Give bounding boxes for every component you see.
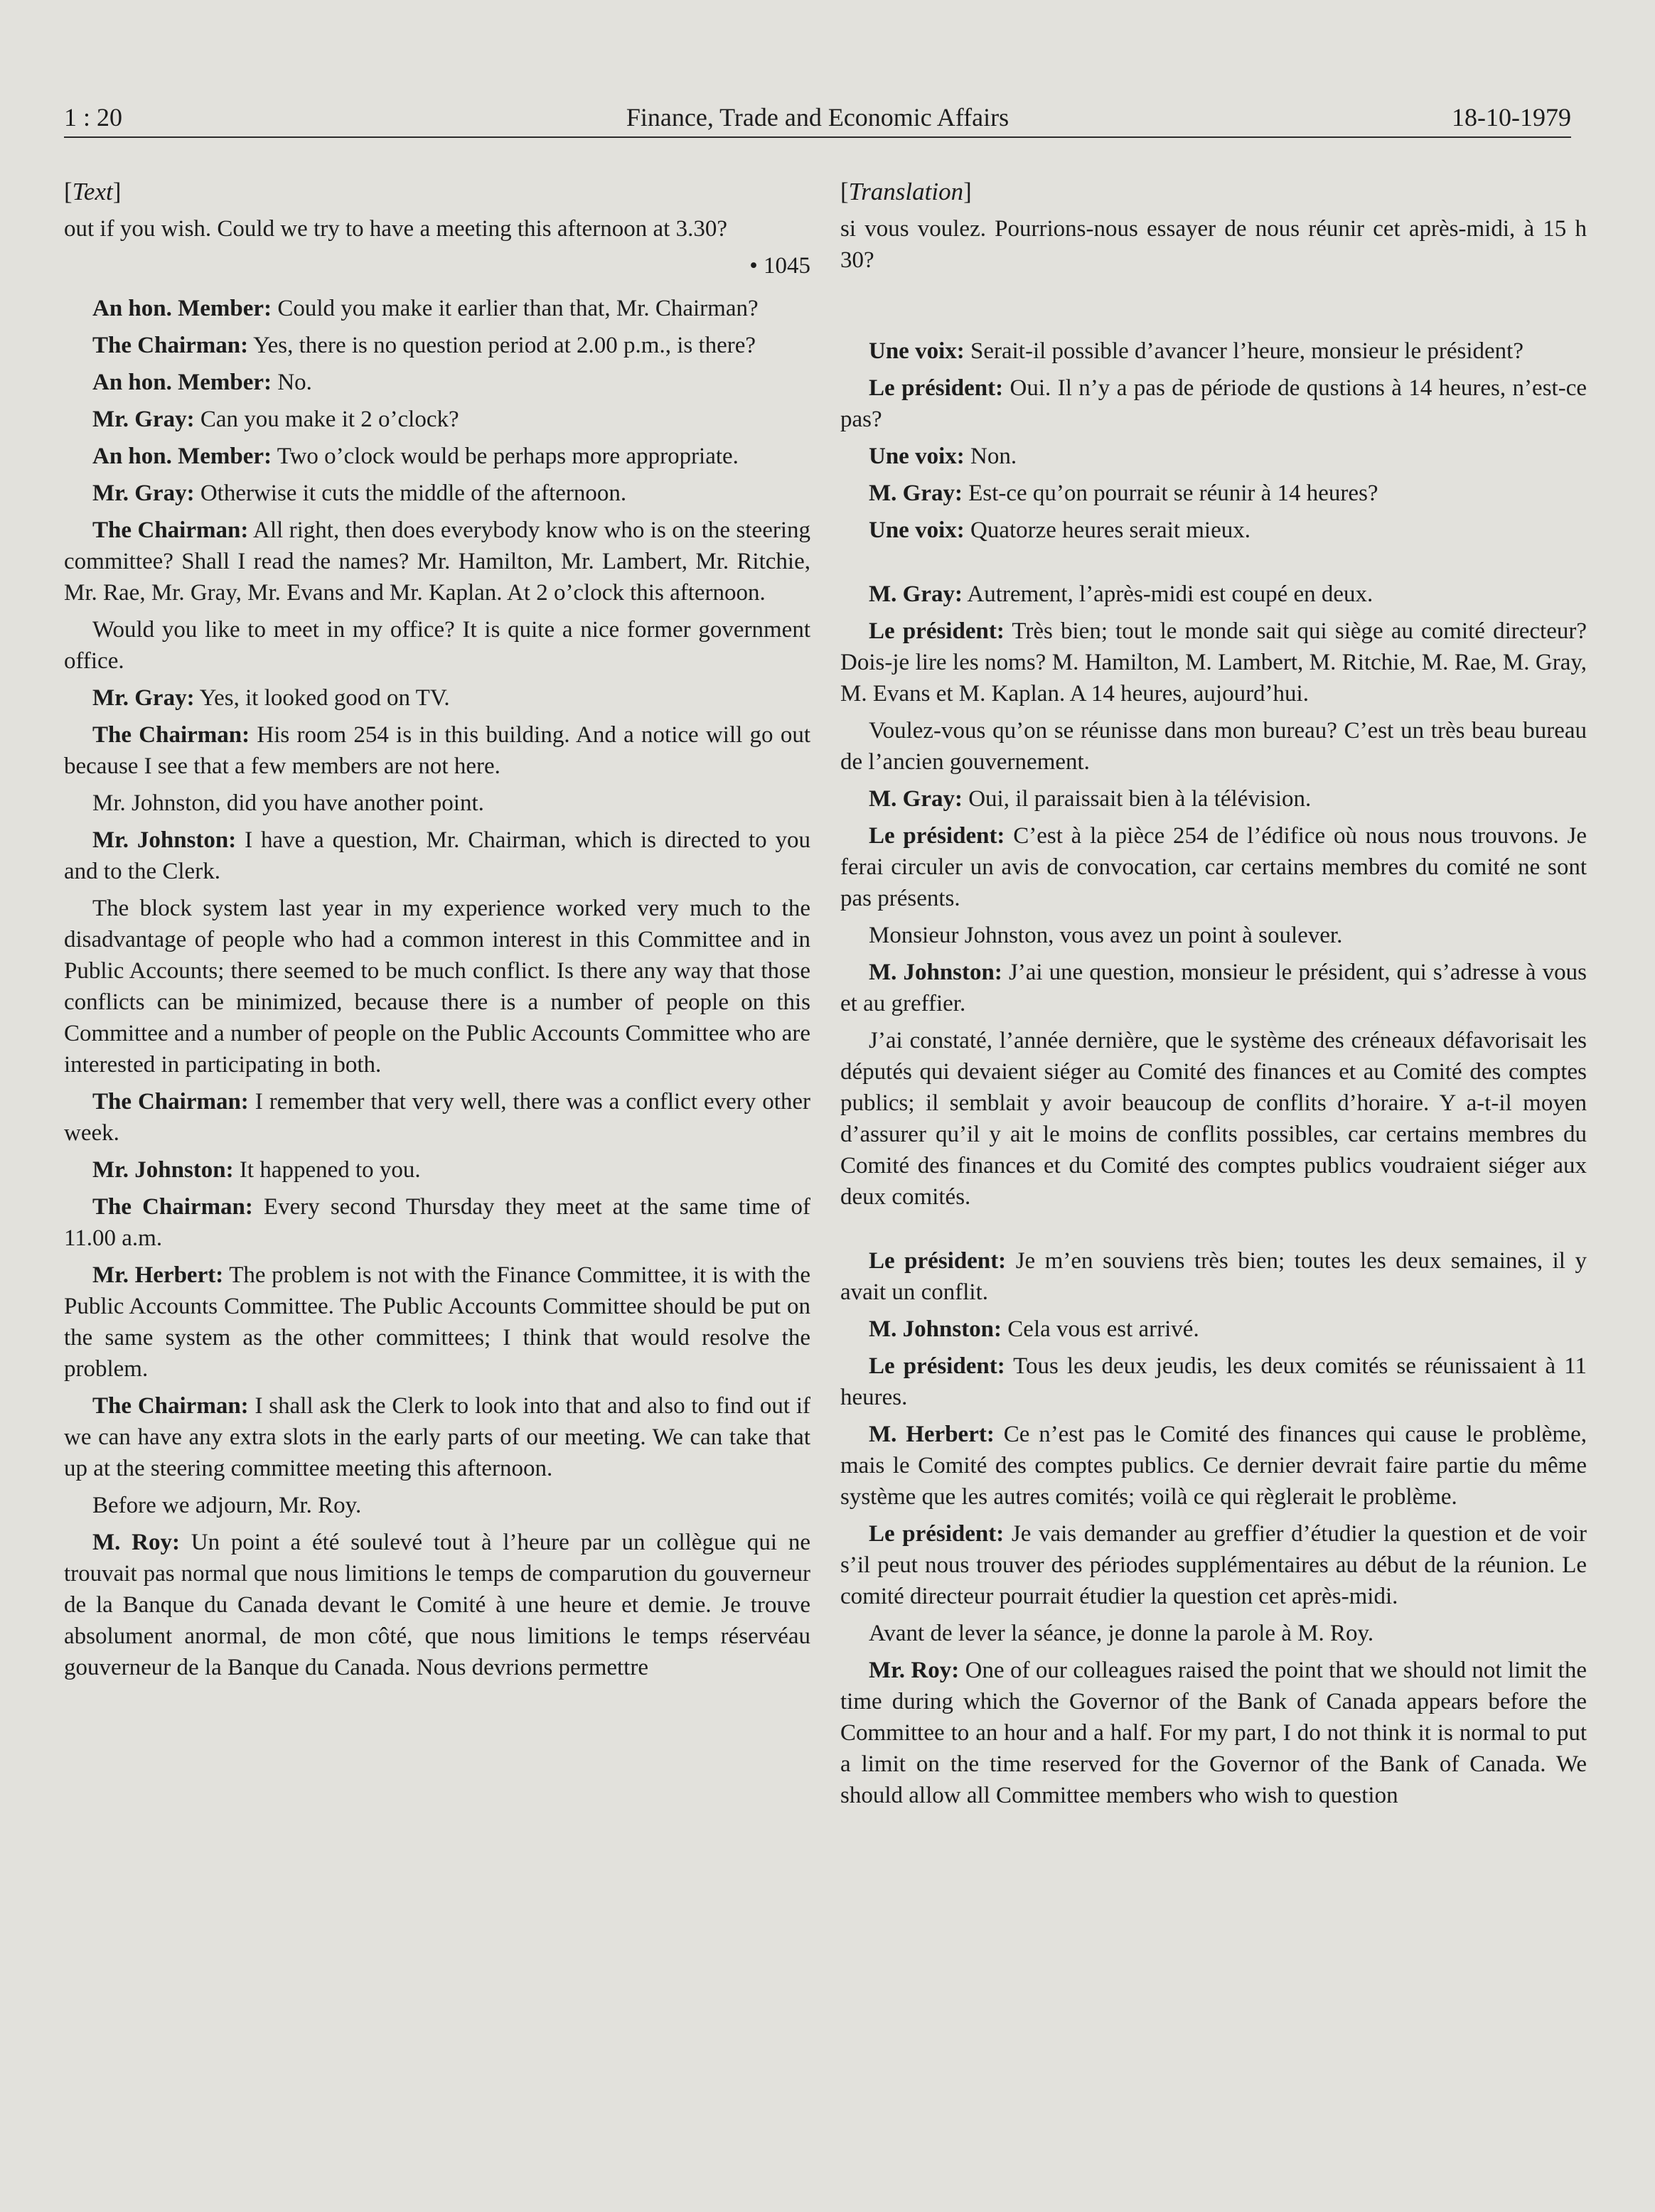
speaker: The Chairman: xyxy=(92,333,249,358)
speaker: Mr. Gray: xyxy=(92,685,195,711)
speech: Le président: Très bien; tout le monde sait qui siège au comité directeur? Dois-je lire les noms? M. Hamilton, M. Lambert, M. Ritchie, M. Rae, M. Gray, M. Evans et M. Kaplan. A 14 heures, aujourd’hui. xyxy=(840,618,1587,707)
speech: The Chairman: His room 254 is in this building. And a notice will go out because I see that a few members are not here. xyxy=(64,722,810,779)
speaker: M. Herbert: xyxy=(869,1422,995,1447)
paragraph: out if you wish. Could we try to have a meeting this afternoon at 3.30? xyxy=(64,216,727,242)
speech: An hon. Member: Could you make it earlier than that, Mr. Chairman? xyxy=(92,296,759,321)
paragraph: Mr. Johnston, did you have another point. xyxy=(92,790,484,816)
speech: Le président: Oui. Il n’y a pas de période de qustions à 14 heures, n’est-ce pas? xyxy=(840,375,1587,432)
paragraph: J’ai constaté, l’année dernière, que le système des créneaux défavorisait les députés qui devaient siéger au Comité des finances et au Comité des comptes publics; il semblait y avoir beaucoup de conflits d’horaire. Y a-t-il moyen d’assurer qu’il y ait le moins de conflits possibles, car certains membres du Comité des finances et du Comité des comptes publics voudraient siéger aux deux comités. xyxy=(840,1028,1587,1210)
speaker: Mr. Roy: xyxy=(869,1658,960,1683)
speaker: M. Gray: xyxy=(869,480,963,506)
speaker: Mr. Gray: xyxy=(92,480,195,506)
speaker: M. Roy: xyxy=(92,1530,181,1555)
paragraph: Would you like to meet in my office? It is quite a nice former government office. xyxy=(64,617,810,674)
speaker: Le président: xyxy=(869,1353,1005,1379)
speaker: Le président: xyxy=(869,823,1005,849)
speech: The Chairman: Yes, there is no question period at 2.00 p.m., is there? xyxy=(92,333,756,358)
left-column xyxy=(64,176,810,1689)
paragraph: Avant de lever la séance, je donne la parole à M. Roy. xyxy=(869,1621,1374,1646)
timestamp: • 1045 xyxy=(749,253,810,279)
running-title: Finance, Trade and Economic Affairs xyxy=(626,103,1009,131)
speaker: Mr. Johnston: xyxy=(92,1157,234,1183)
speech: M. Johnston: J’ai une question, monsieur le président, qui s’adresse à vous et au greffier. xyxy=(840,960,1587,1016)
paragraph: Before we adjourn, Mr. Roy. xyxy=(92,1493,362,1518)
speaker: The Chairman: xyxy=(92,722,250,748)
speech: Le président: Je m’en souviens très bien; toutes les deux semaines, il y avait un conflit. xyxy=(840,1248,1587,1305)
speaker: M. Johnston: xyxy=(869,1316,1002,1342)
speaker: The Chairman: xyxy=(92,1393,249,1419)
speech: Le président: C’est à la pièce 254 de l’édifice où nous nous trouvons. Je ferai circuler un avis de convocation, car certains membres du comité ne sont pas présents. xyxy=(840,823,1587,911)
speech: An hon. Member: Two o’clock would be perhaps more appropriate. xyxy=(92,444,739,469)
speaker: The Chairman: xyxy=(92,1089,249,1115)
speaker: The Chairman: xyxy=(92,1194,253,1220)
speech: M. Gray: Est-ce qu’on pourrait se réunir à 14 heures? xyxy=(869,480,1378,506)
speaker: An hon. Member: xyxy=(92,296,272,321)
speech: M. Gray: Autrement, l’après-midi est coupé en deux. xyxy=(869,581,1373,607)
speech: An hon. Member: No. xyxy=(92,370,312,395)
spacer xyxy=(840,318,1587,335)
speech: M. Gray: Oui, il paraissait bien à la télévision. xyxy=(869,786,1312,812)
speech: Mr. Herbert: The problem is not with the Finance Committee, it is with the Public Accounts Committee. The Public Accounts Committee should be put on the same system as the other committees; I think that would resolve the problem. xyxy=(64,1262,810,1382)
paragraph: The block system last year in my experience worked very much to the disadvantage of people who had a common interest in this Committee and in Public Accounts; there seemed to be much conflict. Is there any way that those conflicts can be minimized, because there is a number of people on this Committee and a number of people on the Public Accounts Committee who are interested in participating in both. xyxy=(64,896,810,1078)
speech: Une voix: Quatorze heures serait mieux. xyxy=(869,517,1251,543)
speaker: M. Johnston: xyxy=(869,960,1002,985)
speech: Mr. Johnston: I have a question, Mr. Chairman, which is directed to you and to the Clerk. xyxy=(64,827,810,884)
speech: M. Roy: Un point a été soulevé tout à l’heure par un collègue qui ne trouvait pas normal que nous limitions le temps de comparution du gouverneur de la Banque du Canada devant le Comité à une heure et demie. Je trouve absolument anormal, de mon côté, que nous limitions le temps réservéau gouverneur de la Banque du Canada. Nous devrions permettre xyxy=(64,1530,810,1680)
speech: M. Johnston: Cela vous est arrivé. xyxy=(869,1316,1199,1342)
speaker: M. Gray: xyxy=(869,786,963,812)
speaker: Le président: xyxy=(869,1521,1005,1547)
speaker: Mr. Gray: xyxy=(92,407,195,432)
speech: Une voix: Serait-il possible d’avancer l’heure, monsieur le président? xyxy=(869,338,1523,364)
paragraph: Voulez-vous qu’on se réunisse dans mon bureau? C’est un très beau bureau de l’ancien gouvernement. xyxy=(840,718,1587,775)
column-tag: [Text] xyxy=(64,178,122,205)
speaker: Une voix: xyxy=(869,444,965,469)
speech: Mr. Roy: One of our colleagues raised the point that we should not limit the time during which the Governor of the Bank of Canada appears before the Committee to an hour and a half. For my part, I do not think it is normal to put a limit on the time reserved for the Governor of the Bank of Canada. We should allow all Committee members who wish to question xyxy=(840,1658,1587,1808)
page-number: 1 : 20 xyxy=(64,103,123,131)
speech: Mr. Gray: Can you make it 2 o’clock? xyxy=(92,407,459,432)
speech: Une voix: Non. xyxy=(869,444,1017,469)
speech: Le président: Tous les deux jeudis, les deux comités se réunissaient à 11 heures. xyxy=(840,1353,1587,1410)
paragraph: Monsieur Johnston, vous avez un point à soulever. xyxy=(869,923,1343,948)
speaker: The Chairman: xyxy=(92,517,249,543)
speaker: An hon. Member: xyxy=(92,444,272,469)
speech: M. Herbert: Ce n’est pas le Comité des finances qui cause le problème, mais le Comité des comptes publics. Ce dernier devrait faire partie du même système que les autres comités; voilà ce qui règlerait le problème. xyxy=(840,1422,1587,1510)
speaker: Mr. Herbert: xyxy=(92,1262,224,1288)
header-date: 18-10-1979 xyxy=(1452,103,1571,131)
speaker: Le président: xyxy=(869,618,1005,644)
speech: The Chairman: I shall ask the Clerk to look into that and also to find out if we can have any extra slots in the early parts of our meeting. We can take that up at the steering committee meeting this afternoon. xyxy=(64,1393,810,1481)
speaker: Une voix: xyxy=(869,517,965,543)
speech: The Chairman: All right, then does everybody know who is on the steering committee? Shall I read the names? Mr. Hamilton, Mr. Lambert, Mr. Ritchie, Mr. Rae, Mr. Gray, Mr. Evans and Mr. Kaplan. At 2 o’clock this afternoon. xyxy=(64,517,811,606)
spacer xyxy=(840,552,1587,579)
spacer xyxy=(840,281,1587,318)
column-tag: [Translation] xyxy=(840,178,972,205)
spacer xyxy=(840,1218,1587,1245)
speech: The Chairman: I remember that very well, there was a conflict every other week. xyxy=(64,1089,810,1146)
speech: Le président: Je vais demander au greffier d’étudier la question et de voir s’il peut nous trouver des périodes supplémentaires au début de la réunion. Le comité directeur pourrait étudier la question cet après-midi. xyxy=(840,1521,1587,1609)
paragraph: si vous voulez. Pourrions-nous essayer de nous réunir cet après-midi, à 15 h 30? xyxy=(840,216,1587,273)
speech: The Chairman: Every second Thursday they meet at the same time of 11.00 a.m. xyxy=(64,1194,810,1251)
speech: Mr. Gray: Otherwise it cuts the middle of the afternoon. xyxy=(92,480,627,506)
speaker: Une voix: xyxy=(869,338,965,364)
right-column xyxy=(840,176,1587,1817)
speaker: Le président: xyxy=(869,1248,1007,1274)
speaker: M. Gray: xyxy=(869,581,963,607)
page-header xyxy=(64,98,1571,138)
speech: Mr. Gray: Yes, it looked good on TV. xyxy=(92,685,450,711)
speech: Mr. Johnston: It happened to you. xyxy=(92,1157,421,1183)
speaker: Le président: xyxy=(869,375,1004,401)
speaker: An hon. Member: xyxy=(92,370,272,395)
speaker: Mr. Johnston: xyxy=(92,827,237,853)
